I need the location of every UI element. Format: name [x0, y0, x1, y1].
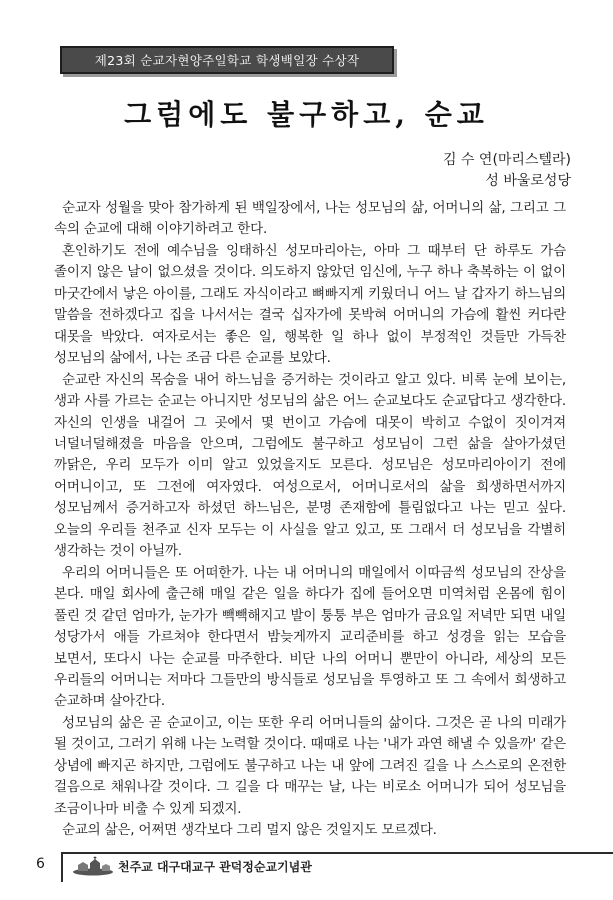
paragraph: 우리의 어머니들은 또 어떠한가. 나는 내 어머니의 매일에서 이따금씩 성모님의 잔상을 본다. 매일 회사에 출근해 매일 같은 일을 하다가 집에 들어오면 미역처럼 온몸에 힘이 풀린 것 같던 엄마가, 눈가가 빽빽해지고 발이 퉁퉁 부은 엄마가 금요일 저녁만 되면 내일 성당가서 애들 가르쳐야 한다면서 밤늦게까지 교리준비를 하고 성경을 읽는 모습을 보면서, 또다시 나는 순교를 마주한다. 비단 나의 어머니 뿐만이 아니라, 세상의 모든 우리들의 어머니는 저마다 그들만의 방식들로 성모님을 투영하고 또 그 속에서 희생하고 순교하며 살아간다. [54, 564, 566, 710]
paragraph: 순교자 성월을 맞아 참가하게 된 백일장에서, 나는 성모님의 삶, 어머니의 삶, 그리고 그 속의 순교에 대해 이야기하려고 한다. [54, 200, 566, 238]
author-parish: 성 바울로성당 [485, 173, 571, 189]
author-name: 김 수 연(마리스텔라) [442, 152, 571, 168]
award-banner-text: 제23회 순교자현양주일학교 학생백일장 수상작 [94, 53, 360, 68]
paragraph: 혼인하기도 전에 예수님을 잉태하신 성모마리아는, 아마 그 때부터 단 하루도 가슴 졸이지 않은 날이 없으셨을 것이다. 의도하지 않았던 임신에, 누구 하나 축복하는 이 없이 마굿간에서 낳은 아이를, 그래도 자식이라고 뼈빠지게 키웠더니 어느 날 갑자기 하느님의 말씀을 전하겠다고 집을 나서서는 결국 십자가에 못박혀 어머니의 가슴에 활씬 커다란 대못을 박았다. 여자로서는 좋은 일, 행복한 일 하나 없이 부정적인 것들만 가득찬 성모님의 삶에서, 나는 조금 다른 순교를 보았다. [54, 242, 566, 367]
author-block [443, 150, 571, 192]
paragraph: 순교의 삶은, 어쩌면 생각보다 그리 멀지 않은 것일지도 모르겠다. [62, 822, 437, 839]
paragraph: 순교란 자신의 목숨을 내어 하느님을 증거하는 것이라고 알고 있다. 비록 눈에 보이는, 생과 사를 가르는 순교는 아니지만 성모님의 삶은 어느 순교보다도 순교답다고 생각한다. 자신의 인생을 내걸어 그 곳에서 몇 번이고 가슴에 대못이 박히고 수없이 짓이겨져 너덜너덜해졌을 마음을 안으며, 그럼에도 불구하고 성모님이 그런 삶을 살아가셨던 까닭은, 우리 모두가 이미 알고 있었을지도 모른다. 성모님은 성모마리아이기 전에 어머니이고, 또 그전에 여자였다. 여성으로서, 어머니로서의 삶을 희생하면서까지 성모님께서 증거하고자 하셨던 하느님은, 분명 존재함에 틀림없다고 나는 믿고 싶다. 오늘의 우리들 천주교 신자 모두는 이 사실을 알고 있고, 또 그래서 더 성모님을 각별히 생각하는 것이 아닐까. [54, 371, 566, 560]
footer-vertical-rule [61, 852, 63, 882]
footer-divider [62, 852, 613, 854]
essay-title: 그럼에도 불구하고, 순교 [124, 98, 489, 131]
church-landscape-icon [72, 856, 114, 876]
award-banner [60, 46, 394, 74]
essay-body [54, 198, 566, 842]
footer-org-name: 천주교 대구대교구 관덕정순교기념관 [118, 860, 312, 874]
paragraph: 성모님의 삶은 곧 순교이고, 이는 또한 우리 어머니들의 삶이다. 그것은 곧 나의 미래가 될 것이고, 그러기 위해 나는 노력할 것이다. 때때로 나는 '내가 과연 해낼 수 있을까' 같은 상념에 빠지곤 하지만, 그럼에도 불구하고 나는 내 앞에 그려진 길을 나 스스로의 온전한 걸음으로 채워나갈 것이다. 그 길을 다 매꾸는 날, 나는 비로소 어머니가 되어 성모님을 조금이나마 비출 수 있게 되겠지. [54, 714, 566, 817]
page-number: 6 [36, 856, 45, 872]
